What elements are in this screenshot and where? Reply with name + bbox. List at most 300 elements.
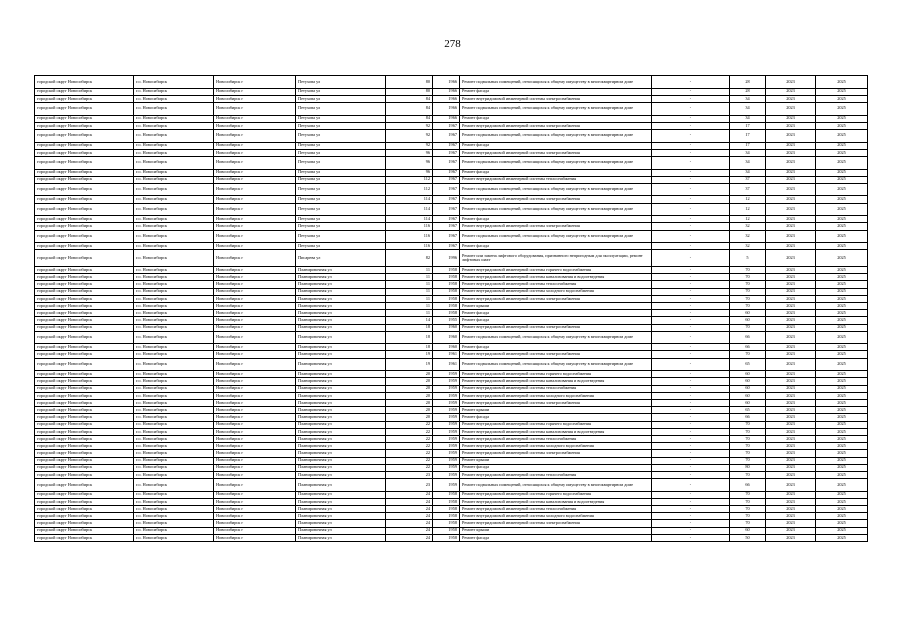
cell-dash: - [652,129,730,142]
cell-settlement: г.о. Новосибирск [134,351,214,358]
cell-work-type: Ремонт крыши [460,407,652,414]
cell-work-type: Ремонт крыши [460,302,652,309]
cell-dash: - [652,491,730,498]
cell-build-year: 1959 [433,443,460,450]
cell-count: 70 [730,295,766,302]
cell-street: Планировочная ул [296,281,386,288]
cell-dash: - [652,520,730,527]
cell-build-year: 1967 [433,169,460,176]
cell-city: Новосибирск г [214,274,296,281]
table-row [35,216,868,223]
cell-settlement: г.о. Новосибирск [134,520,214,527]
cell-house-number: 84 [386,102,433,115]
cell-house-number: 20 [386,385,433,392]
cell-street: Петухова ул [296,95,386,102]
cell-city: Новосибирск г [214,267,296,274]
table-row [35,243,868,250]
cell-district: городской округ Новосибирск [35,506,134,513]
cell-house-number: 92 [386,142,433,149]
table-row [35,129,868,142]
cell-year-end: 2025 [816,317,868,324]
cell-city: Новосибирск г [214,450,296,457]
cell-year-start: 2023 [766,88,816,95]
cell-year-start: 2023 [766,400,816,407]
cell-district: городской округ Новосибирск [35,156,134,169]
cell-street: Планировочная ул [296,385,386,392]
cell-street: Писарева ул [296,250,386,267]
cell-city: Новосибирск г [214,230,296,243]
cell-build-year: 1959 [433,435,460,442]
cell-count: 70 [730,324,766,331]
cell-dash: - [652,169,730,176]
cell-build-year: 1958 [433,288,460,295]
cell-work-type: Ремонт внутридомовой инженерной системы теплоснабжения [460,506,652,513]
cell-district: городской округ Новосибирск [35,491,134,498]
cell-city: Новосибирск г [214,371,296,378]
cell-work-type: Ремонт подвальных помещений, относящихся к общему имуществу в многоквартирном доме [460,129,652,142]
table-row [35,267,868,274]
cell-count: 60 [730,371,766,378]
cell-work-type: Ремонт внутридомовой инженерной системы холодного водоснабжения [460,392,652,399]
cell-district: городской округ Новосибирск [35,230,134,243]
cell-street: Планировочная ул [296,400,386,407]
cell-year-end: 2025 [816,450,868,457]
table-row [35,88,868,95]
cell-work-type: Ремонт внутридомовой инженерной системы электроснабжения [460,196,652,203]
cell-count: 70 [730,421,766,428]
cell-settlement: г.о. Новосибирск [134,76,214,89]
cell-settlement: г.о. Новосибирск [134,498,214,505]
cell-year-end: 2025 [816,295,868,302]
cell-settlement: г.о. Новосибирск [134,281,214,288]
cell-settlement: г.о. Новосибирск [134,443,214,450]
cell-year-end: 2025 [816,302,868,309]
cell-district: городской округ Новосибирск [35,385,134,392]
cell-year-start: 2023 [766,176,816,183]
cell-work-type: Ремонт внутридомовой инженерной системы электроснабжения [460,520,652,527]
cell-work-type: Ремонт внутридомовой инженерной системы электроснабжения [460,351,652,358]
cell-work-type: Ремонт внутридомовой инженерной системы теплоснабжения [460,471,652,478]
cell-settlement: г.о. Новосибирск [134,491,214,498]
cell-year-start: 2023 [766,464,816,471]
cell-year-end: 2025 [816,534,868,541]
table-row [35,250,868,267]
cell-build-year: 1958 [433,281,460,288]
cell-city: Новосибирск г [214,479,296,492]
cell-build-year: 1967 [433,223,460,230]
table-row [35,281,868,288]
cell-work-type: Ремонт внутридомовой инженерной системы теплоснабжения [460,435,652,442]
cell-city: Новосибирск г [214,392,296,399]
cell-year-start: 2023 [766,196,816,203]
cell-city: Новосибирск г [214,358,296,371]
cell-city: Новосибирск г [214,464,296,471]
cell-house-number: 18 [386,344,433,351]
cell-house-number: 114 [386,203,433,216]
cell-dash: - [652,142,730,149]
cell-count: 65 [730,358,766,371]
cell-year-end: 2025 [816,122,868,129]
cell-count: 60 [730,317,766,324]
cell-count: 32 [730,230,766,243]
cell-work-type: Ремонт внутридомовой инженерной системы электроснабжения [460,122,652,129]
cell-build-year: 1958 [433,274,460,281]
table-body [35,76,868,542]
cell-work-type: Ремонт фасада [460,169,652,176]
cell-street: Петухова ул [296,203,386,216]
cell-house-number: 20 [386,400,433,407]
cell-build-year: 1958 [433,302,460,309]
cell-city: Новосибирск г [214,385,296,392]
table-row [35,378,868,385]
cell-year-end: 2025 [816,371,868,378]
cell-settlement: г.о. Новосибирск [134,421,214,428]
cell-city: Новосибирск г [214,344,296,351]
cell-year-start: 2023 [766,421,816,428]
cell-city: Новосибирск г [214,351,296,358]
cell-street: Планировочная ул [296,331,386,344]
cell-count: 70 [730,435,766,442]
cell-work-type: Ремонт фасада [460,216,652,223]
cell-district: городской округ Новосибирск [35,169,134,176]
cell-dash: - [652,122,730,129]
cell-year-start: 2023 [766,267,816,274]
cell-settlement: г.о. Новосибирск [134,176,214,183]
cell-house-number: 92 [386,129,433,142]
cell-district: городской округ Новосибирск [35,183,134,196]
cell-city: Новосибирск г [214,203,296,216]
cell-build-year: 1966 [433,95,460,102]
cell-street: Петухова ул [296,183,386,196]
cell-street: Планировочная ул [296,534,386,541]
cell-settlement: г.о. Новосибирск [134,129,214,142]
cell-dash: - [652,288,730,295]
cell-count: 60 [730,392,766,399]
cell-city: Новосибирск г [214,317,296,324]
register-table [34,75,868,542]
cell-house-number: 24 [386,491,433,498]
cell-count: 12 [730,203,766,216]
cell-settlement: г.о. Новосибирск [134,156,214,169]
cell-build-year: 1959 [433,378,460,385]
cell-build-year: 1958 [433,527,460,534]
cell-work-type: Ремонт внутридомовой инженерной системы канализования и водоотведения [460,428,652,435]
cell-city: Новосибирск г [214,102,296,115]
cell-street: Петухова ул [296,243,386,250]
cell-street: Планировочная ул [296,421,386,428]
cell-settlement: г.о. Новосибирск [134,196,214,203]
cell-count: 70 [730,498,766,505]
cell-dash: - [652,407,730,414]
cell-work-type: Ремонт фасада [460,344,652,351]
cell-district: городской округ Новосибирск [35,281,134,288]
cell-count: 50 [730,534,766,541]
cell-year-start: 2023 [766,534,816,541]
table-row [35,385,868,392]
cell-count: 17 [730,129,766,142]
cell-street: Петухова ул [296,196,386,203]
cell-build-year: 1958 [433,498,460,505]
cell-build-year: 1967 [433,216,460,223]
cell-dash: - [652,267,730,274]
cell-build-year: 1966 [433,115,460,122]
cell-work-type: Ремонт фасада [460,317,652,324]
cell-district: городской округ Новосибирск [35,203,134,216]
cell-build-year: 1958 [433,310,460,317]
cell-street: Планировочная ул [296,358,386,371]
cell-year-end: 2025 [816,471,868,478]
table-row [35,317,868,324]
cell-year-start: 2023 [766,457,816,464]
cell-city: Новосибирск г [214,169,296,176]
cell-street: Планировочная ул [296,428,386,435]
cell-dash: - [652,392,730,399]
cell-settlement: г.о. Новосибирск [134,274,214,281]
cell-settlement: г.о. Новосибирск [134,88,214,95]
cell-house-number: 20 [386,371,433,378]
cell-build-year: 1960 [433,324,460,331]
cell-settlement: г.о. Новосибирск [134,122,214,129]
cell-house-number: 92 [386,122,433,129]
cell-house-number: 24 [386,527,433,534]
cell-city: Новосибирск г [214,498,296,505]
cell-street: Планировочная ул [296,392,386,399]
cell-city: Новосибирск г [214,471,296,478]
cell-work-type: Ремонт крыши [460,457,652,464]
cell-settlement: г.о. Новосибирск [134,250,214,267]
cell-district: городской округ Новосибирск [35,223,134,230]
cell-work-type: Ремонт внутридомовой инженерной системы холодного водоснабжения [460,288,652,295]
cell-street: Планировочная ул [296,351,386,358]
cell-dash: - [652,115,730,122]
cell-year-end: 2025 [816,491,868,498]
cell-year-start: 2023 [766,428,816,435]
cell-year-end: 2025 [816,513,868,520]
cell-settlement: г.о. Новосибирск [134,142,214,149]
cell-street: Петухова ул [296,156,386,169]
cell-settlement: г.о. Новосибирск [134,317,214,324]
cell-house-number: 24 [386,506,433,513]
cell-street: Планировочная ул [296,479,386,492]
cell-city: Новосибирск г [214,216,296,223]
cell-settlement: г.о. Новосибирск [134,295,214,302]
cell-settlement: г.о. Новосибирск [134,288,214,295]
cell-house-number: 96 [386,156,433,169]
cell-settlement: г.о. Новосибирск [134,243,214,250]
cell-work-type: Ремонт внутридомовой инженерной системы канализования и водоотведения [460,498,652,505]
cell-house-number: 22 [386,428,433,435]
cell-count: 70 [730,281,766,288]
cell-build-year: 1959 [433,464,460,471]
cell-year-end: 2025 [816,344,868,351]
cell-count: 28 [730,88,766,95]
cell-district: городской округ Новосибирск [35,392,134,399]
table-row [35,491,868,498]
cell-build-year: 1959 [433,421,460,428]
table-row [35,520,868,527]
cell-work-type: Ремонт подвальных помещений, относящихся к общему имуществу в многоквартирном доме [460,102,652,115]
cell-count: 70 [730,457,766,464]
cell-house-number: 11 [386,310,433,317]
cell-house-number: 11 [386,274,433,281]
cell-house-number: 20 [386,414,433,421]
cell-dash: - [652,344,730,351]
cell-district: городской округ Новосибирск [35,358,134,371]
cell-count: 17 [730,122,766,129]
cell-street: Петухова ул [296,169,386,176]
cell-street: Планировочная ул [296,407,386,414]
cell-count: 66 [730,414,766,421]
cell-work-type: Ремонт внутридомовой инженерной системы электроснабжения [460,324,652,331]
cell-district: городской округ Новосибирск [35,400,134,407]
cell-year-start: 2023 [766,407,816,414]
cell-street: Петухова ул [296,216,386,223]
cell-house-number: 80 [386,88,433,95]
cell-district: городской округ Новосибирск [35,407,134,414]
cell-year-end: 2025 [816,250,868,267]
cell-district: городской округ Новосибирск [35,274,134,281]
cell-work-type: Ремонт фасада [460,414,652,421]
cell-build-year: 1967 [433,230,460,243]
cell-year-end: 2025 [816,183,868,196]
cell-city: Новосибирск г [214,534,296,541]
cell-district: городской округ Новосибирск [35,351,134,358]
cell-year-end: 2025 [816,281,868,288]
cell-district: городской округ Новосибирск [35,331,134,344]
cell-year-end: 2025 [816,267,868,274]
cell-build-year: 1958 [433,295,460,302]
cell-city: Новосибирск г [214,243,296,250]
cell-district: городской округ Новосибирск [35,267,134,274]
cell-year-end: 2025 [816,243,868,250]
cell-year-end: 2025 [816,216,868,223]
cell-district: городской округ Новосибирск [35,513,134,520]
cell-district: городской округ Новосибирск [35,457,134,464]
cell-year-end: 2025 [816,156,868,169]
cell-year-start: 2023 [766,385,816,392]
table-row [35,324,868,331]
cell-street: Петухова ул [296,142,386,149]
cell-dash: - [652,534,730,541]
cell-year-start: 2023 [766,129,816,142]
cell-settlement: г.о. Новосибирск [134,371,214,378]
cell-count: 66 [730,344,766,351]
cell-house-number: 20 [386,378,433,385]
cell-year-start: 2023 [766,149,816,156]
cell-build-year: 1959 [433,371,460,378]
cell-street: Планировочная ул [296,527,386,534]
cell-dash: - [652,471,730,478]
cell-work-type: Ремонт внутридомовой инженерной системы горячего водоснабжения [460,491,652,498]
cell-city: Новосибирск г [214,491,296,498]
cell-year-end: 2025 [816,331,868,344]
cell-dash: - [652,506,730,513]
cell-city: Новосибирск г [214,378,296,385]
table-row [35,196,868,203]
cell-year-end: 2025 [816,435,868,442]
cell-house-number: 18 [386,324,433,331]
table-row [35,122,868,129]
cell-dash: - [652,351,730,358]
cell-work-type: Ремонт фасада [460,115,652,122]
cell-count: 37 [730,183,766,196]
cell-work-type: Ремонт внутридомовой инженерной системы теплоснабжения [460,176,652,183]
cell-work-type: Ремонт внутридомовой инженерной системы канализования и водоотведения [460,378,652,385]
cell-year-start: 2023 [766,95,816,102]
cell-house-number: 116 [386,243,433,250]
cell-count: 37 [730,176,766,183]
cell-work-type: Ремонт внутридомовой инженерной системы холодного водоснабжения [460,443,652,450]
cell-work-type: Ремонт внутридомовой инженерной системы электроснабжения [460,400,652,407]
cell-house-number: 22 [386,450,433,457]
cell-settlement: г.о. Новосибирск [134,428,214,435]
cell-year-start: 2023 [766,102,816,115]
cell-dash: - [652,317,730,324]
cell-settlement: г.о. Новосибирск [134,378,214,385]
table-row [35,310,868,317]
cell-dash: - [652,223,730,230]
cell-count: 70 [730,351,766,358]
cell-district: городской округ Новосибирск [35,243,134,250]
cell-year-start: 2023 [766,520,816,527]
cell-year-end: 2025 [816,115,868,122]
cell-count: 70 [730,443,766,450]
cell-city: Новосибирск г [214,310,296,317]
cell-year-start: 2023 [766,344,816,351]
cell-year-start: 2023 [766,371,816,378]
cell-year-start: 2023 [766,358,816,371]
cell-year-start: 2023 [766,435,816,442]
cell-year-start: 2023 [766,324,816,331]
cell-build-year: 1967 [433,149,460,156]
cell-house-number: 24 [386,520,433,527]
cell-street: Петухова ул [296,176,386,183]
cell-work-type: Ремонт подвальных помещений, относящихся к общему имуществу в многоквартирном доме [460,203,652,216]
cell-dash: - [652,450,730,457]
cell-district: городской округ Новосибирск [35,414,134,421]
cell-year-start: 2023 [766,230,816,243]
cell-year-start: 2023 [766,156,816,169]
cell-city: Новосибирск г [214,250,296,267]
cell-dash: - [652,457,730,464]
table-row [35,176,868,183]
cell-year-end: 2025 [816,129,868,142]
cell-build-year: 1958 [433,506,460,513]
cell-city: Новосибирск г [214,400,296,407]
cell-year-start: 2023 [766,295,816,302]
cell-count: 70 [730,471,766,478]
cell-year-end: 2025 [816,506,868,513]
cell-house-number: 22 [386,443,433,450]
cell-street: Петухова ул [296,230,386,243]
cell-year-end: 2025 [816,95,868,102]
cell-year-end: 2025 [816,358,868,371]
cell-count: 12 [730,196,766,203]
cell-settlement: г.о. Новосибирск [134,534,214,541]
cell-house-number: 24 [386,534,433,541]
table-row [35,414,868,421]
table-row [35,223,868,230]
cell-settlement: г.о. Новосибирск [134,450,214,457]
cell-house-number: 24 [386,513,433,520]
cell-dash: - [652,400,730,407]
table-row [35,203,868,216]
cell-dash: - [652,76,730,89]
cell-build-year: 1958 [433,491,460,498]
cell-house-number: 20 [386,392,433,399]
cell-dash: - [652,435,730,442]
cell-build-year: 1959 [433,457,460,464]
